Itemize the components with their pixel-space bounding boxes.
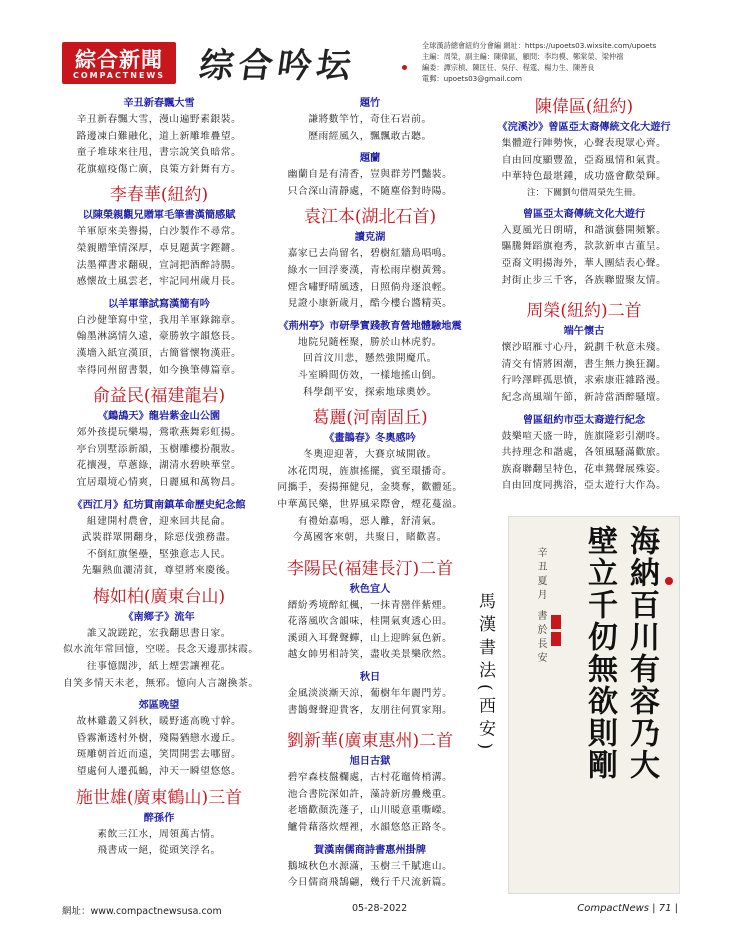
poem-title: 《鷓鴣天》龍岩紫金山公園 [97, 411, 221, 423]
poem-column-1 [63, 95, 259, 860]
poem-line: 煙含嘯野晴風透，日照倘舟逐浪輕。 [287, 281, 453, 293]
poem-line: 縉紛秀境醉紅楓，一抹青巒伴紫煙。 [287, 599, 453, 611]
poem-line: 自由回度同携浴，亞太遊行大作為。 [501, 480, 667, 492]
page-header [62, 38, 702, 90]
poet-heading: 施世雄(廣東鶴山)三首 [75, 787, 243, 808]
poem-title: 秋日 [359, 672, 381, 684]
poem-line: 素飲三江水，周領萬古情。 [97, 828, 221, 840]
editorial-info-line: 全球漢詩總會紐約分會編 網址：https://upoets03.wixsite.com/upoets [422, 41, 657, 50]
poem-line: 亭台別墅添新韻，玉樹雕樓扮靚妝。 [76, 443, 242, 455]
poem-line: 自笑多情天未老，無邪。憶向人言謝換茶。 [63, 677, 259, 689]
editorial-info-line: 主編：周榮，副主編：陳偉區，顧問：李均模、鄭棠榮、梁仲禧 [422, 52, 624, 61]
poem-line: 地院兒隨桎聚，勝於山林虎豹。 [297, 336, 443, 348]
spacer [262, 547, 478, 557]
poem-line: 路邊凍白難融化，道上新雕堆疊望。 [76, 130, 242, 142]
poem-line: 白沙健筆寫中堂，我用羊軍錄錦章。 [76, 314, 242, 326]
poem-line: 族裔聯翻呈特色，花車鴛聲展殊姿。 [501, 463, 667, 475]
poem-column-2 [262, 95, 478, 892]
poem-line: 溪頭入耳聲聲蟬，山上迎眸氣色新。 [287, 632, 453, 644]
poem-line: 中華萬民樂，世界風采際會，煙花蔓溢。 [277, 498, 463, 510]
poem-title: 端午懷古 [563, 326, 605, 338]
poem-line: 法墨禪書求翻硯，宣詞把酒醉詩腸。 [76, 259, 242, 271]
spacer [494, 289, 674, 299]
calligraphy-caption: 馬漢書法(西安) [475, 592, 495, 756]
poem-line: 書鵲聲聲迎貴客，友朋往何質家翔。 [287, 704, 453, 716]
poem-line: 驅騰舞蹈旗袍秀，款款新車古董呈。 [501, 241, 667, 253]
poem-line: 望處何人遷孤鶴，沖天一瞬望悠悠。 [76, 766, 242, 778]
poem-line: 花旗瘟疫傷亡廣，良策方針舞有方。 [76, 163, 242, 175]
poem-line: 同攜手，奏揚揮健兒，金獎奪，歡體延。 [277, 482, 463, 494]
poem-line: 越女帥男相詩笑，盡收美景樂欣然。 [287, 649, 453, 661]
poem-line: 清交有情將困潮，書生無力換狂瀾。 [501, 358, 667, 370]
poem-line: 冬奧迎迎著，大賽京城開啟。 [303, 449, 437, 461]
poem-line: 鵝城秋色水源滿，玉樹三千賦進山。 [287, 860, 453, 872]
calligraphy-line-1: 海納百川有容乃大 [624, 525, 659, 781]
poem-title: 以羊軍筆試寫漢簡有吟 [108, 298, 210, 310]
poem-title: 郊區晚望 [138, 700, 180, 712]
poem-title: 《荊州亭》市研學實踐教育營地體驗地震 [278, 320, 462, 332]
poem-line: 歷雨經風久，飄飄敢古聽。 [308, 130, 432, 142]
poem-title: 《畫鵲春》冬奧感吟 [324, 433, 416, 445]
poem-line: 昏霧漸透村外樹，殘陽猶戀水邊丘。 [76, 732, 242, 744]
poem-line: 羊軍原來美譽揚，白沙製作不尋常。 [76, 226, 242, 238]
poem-line: 花攘漫，草蔥綠，湖清水碧映華堂。 [76, 460, 242, 472]
editorial-info-line: 編委：譚宗楨、陳匡任、吳仔、程霆、楊力生、陳善良 [422, 63, 595, 72]
red-seal-icon [551, 615, 561, 629]
poem-line: 翰墨淋漓情久遠，豪勝敦字韻悠長。 [76, 331, 242, 343]
logo-chinese-text: 綜合新聞 [75, 48, 163, 72]
poem-line: 老墻歡顏洗蓬子，山川暖意重嘶嶸。 [287, 805, 453, 817]
poem-line: 幸得同州留書製，如今換筆傳篇章。 [76, 364, 242, 376]
poem-line: 集體遊行陣勢恢，心聲表現眾心齊。 [501, 138, 667, 149]
poem-line: 中華特色最堪鍾，成功盛會歡榮輝。 [501, 171, 667, 183]
poem-line: 綠水一回浮麥漢，青松雨岸樹黃鶯。 [287, 264, 453, 276]
poet-heading: 袁江本(湖北石首) [303, 207, 437, 228]
poem-note: 注：下關劉句借周榮先生冊。 [526, 187, 642, 198]
poem-title: 以陳榮親觀兄贈軍毛筆書漢簡感賦 [82, 210, 236, 222]
poet-heading: 俞益民(福建龍岩) [92, 386, 226, 407]
poet-heading: 李陽民(福建長汀)二首 [286, 558, 454, 579]
section-title: 综合吟坛 [196, 46, 359, 86]
footer-date: 05-28-2022 [352, 903, 408, 914]
poem-title: 《南鄉子》流年 [123, 611, 195, 623]
poem-line: 嘉家已去尚留名，碧樹紅牆鳥唱鳴。 [287, 248, 453, 260]
poem-line: 郊外孩提玩樂場，鶯歌燕舞彩虹揚。 [76, 427, 242, 439]
poem-line: 似水流年常回憶，空嗟。長念天邊那抹霞。 [63, 644, 259, 656]
footer-page-number: CompactNews | 71 | [577, 903, 678, 914]
poem-line: 金風淡淡漸天涼，葡樹年年麗門芳。 [287, 688, 453, 700]
poem-line: 辛丑新春飄大雪，漫山遍野素銀裝。 [76, 114, 242, 125]
poet-heading: 葛麗(河南固丘) [312, 408, 428, 429]
poem-line: 自由回度顯豐盈，亞裔風情和氣貴。 [501, 154, 667, 166]
poem-line: 今萬國客來朝，共聚日，睹歡喜。 [292, 532, 448, 544]
compactnews-logo [62, 42, 176, 84]
poem-line: 亞裔文明揚海外，華人團結表心聲。 [501, 257, 667, 269]
poem-line: 碧窄森枝盤欄處，古村花竈倚梢溝。 [287, 772, 453, 784]
red-seal-icon [551, 632, 561, 646]
poem-line: 不倒紅旗堡壘，堅強意志人民。 [86, 548, 232, 560]
poem-line: 故林雞叢又斜秋，暖野遙高晚寸幹。 [76, 716, 242, 728]
poem-line: 見證小康新歲月，酷今樓台醬精英。 [287, 298, 453, 310]
red-seal-icon [665, 577, 673, 585]
poem-line: 只合深山清靜處，不隨塵俗對時陽。 [287, 185, 453, 197]
poem-line: 共持理念和諧處，各領風騷滿歡旅。 [501, 447, 667, 459]
poet-heading: 李春華(紐約) [109, 185, 209, 206]
poem-title: 賀漢南儒商詩書惠州掛牌 [313, 844, 427, 856]
poem-line: 武裝群眾開翻身，除惡伐強務盡。 [81, 532, 237, 544]
poem-line: 宜居環境心情爽，日麗風和萬物昌。 [76, 476, 242, 488]
poem-title: 辛丑新春飄大雪 [123, 98, 195, 109]
poem-title: 題竹 [359, 98, 381, 109]
poem-line: 冰花閃現，旌旗搖擺，賓至環播奇。 [287, 465, 453, 477]
poem-line: 回首汶川悲，懸然強開魔爪。 [303, 353, 437, 365]
editorial-info-line: 電郵：upoets03@gmail.com [422, 74, 522, 83]
poem-line: 往事憶闊涉，紙上煙雲讓裡花。 [86, 661, 232, 673]
poem-title: 秋色宜人 [349, 583, 391, 595]
poem-line: 先驅熱血灑清貧，尊望將來慶後。 [81, 565, 237, 577]
poem-line: 感懷故土風雲老，牢記同州歲月長。 [76, 276, 242, 288]
poem-line: 飛書成一絕，從頭笑浮名。 [97, 845, 221, 857]
spacer [262, 719, 478, 729]
poem-line: 科學創平安，探索地球奧妙。 [303, 386, 437, 398]
poem-column-3 [494, 95, 674, 495]
poem-line: 封街止步三千客，各族聯盟聚友情。 [501, 274, 667, 286]
poem-line: 花落風吹含韻味，桂開氣爽透心田。 [287, 616, 453, 628]
poem-line: 漢墻入紙宣漢頂，古簡嘗懷物漢莊。 [76, 347, 242, 359]
title-dot-icon [402, 65, 407, 70]
poem-line: 有禮始嘉鳴，惡人離，舒清氣。 [297, 515, 443, 527]
poem-line: 入夏風光日朗晴，和諧演藝開頻繁。 [501, 224, 667, 236]
poem-line: 斗室瞬間仿效，一樣地搖山倒。 [297, 369, 443, 381]
poem-title: 旭日古獄 [349, 756, 391, 768]
poem-title: 《西江月》紅坊貫南鎮革命歷史紀念館 [72, 499, 246, 511]
poem-line: 今日儒商飛鵠翩，幾行千尺流新篇。 [287, 877, 453, 889]
logo-english-text: COMPACTNEWS [72, 71, 166, 80]
poem-line: 紀念高風端午節，新詩當酒醉騷壇。 [501, 391, 667, 403]
poem-line: 斑雕朝首近而遠，笑問開雲去哪留。 [76, 749, 242, 761]
poem-line: 謙將數竿竹，奇住石岩前。 [308, 114, 432, 125]
poet-heading: 周榮(紐約)二首 [526, 301, 642, 322]
footer-website-link[interactable]: 網址：www.compactnewsusa.com [62, 906, 222, 917]
poem-line: 池合書院深如許，藻詩新房疊幾重。 [287, 788, 453, 800]
poem-line: 鱸骨藉落炊煙裡，水韻悠悠正路冬。 [287, 822, 453, 834]
poem-line: 組建開村農會，迎來回共昆侖。 [86, 515, 232, 527]
calligraphy-inscription: 辛丑夏月 書於長安 [535, 547, 546, 667]
poem-line: 鼓樂喧天盛一時，旌旗隆彩引潮咚。 [501, 430, 667, 442]
poet-heading: 陳偉區(紐約) [534, 97, 634, 117]
poem-title: 曾區亞太裔傳統文化大遊行 [522, 208, 646, 220]
poem-title: 《浣溪沙》曾區亞太裔傳統文化大遊行 [497, 122, 671, 133]
poem-line: 幽蘭自是有清香，豈與群芳鬥豔裝。 [287, 169, 453, 181]
poem-line: 童子堆球來往甩，書宗說笑負暗常。 [76, 147, 242, 159]
poet-heading: 梅如柏(廣東台山) [92, 586, 226, 607]
poem-line: 榮親贈筆情深厚，卓見題黃字鏗鏘。 [76, 242, 242, 254]
editorial-info [422, 40, 712, 84]
poem-line: 懷沙昭雁寸心丹，鋭劃千秋意未殘。 [501, 342, 667, 354]
poem-title: 醉孫作 [143, 812, 175, 824]
calligraphy-artwork [508, 516, 680, 894]
poem-line: 誰又說蹉跎，宏我翻思書日家。 [86, 627, 232, 639]
poem-title: 讀克湖 [354, 232, 386, 244]
poet-heading: 劉新華(廣東惠州)二首 [286, 731, 454, 752]
calligraphy-line-2: 壁立千仞無欲則剛 [582, 525, 617, 781]
page-footer [62, 903, 678, 919]
poem-title: 曾區紐約市亞太裔遊行紀念 [522, 414, 646, 426]
poem-line: 行吟澤畔孤思憤，求索康莊雜路漫。 [501, 375, 667, 387]
poem-title: 題蘭 [359, 153, 381, 165]
